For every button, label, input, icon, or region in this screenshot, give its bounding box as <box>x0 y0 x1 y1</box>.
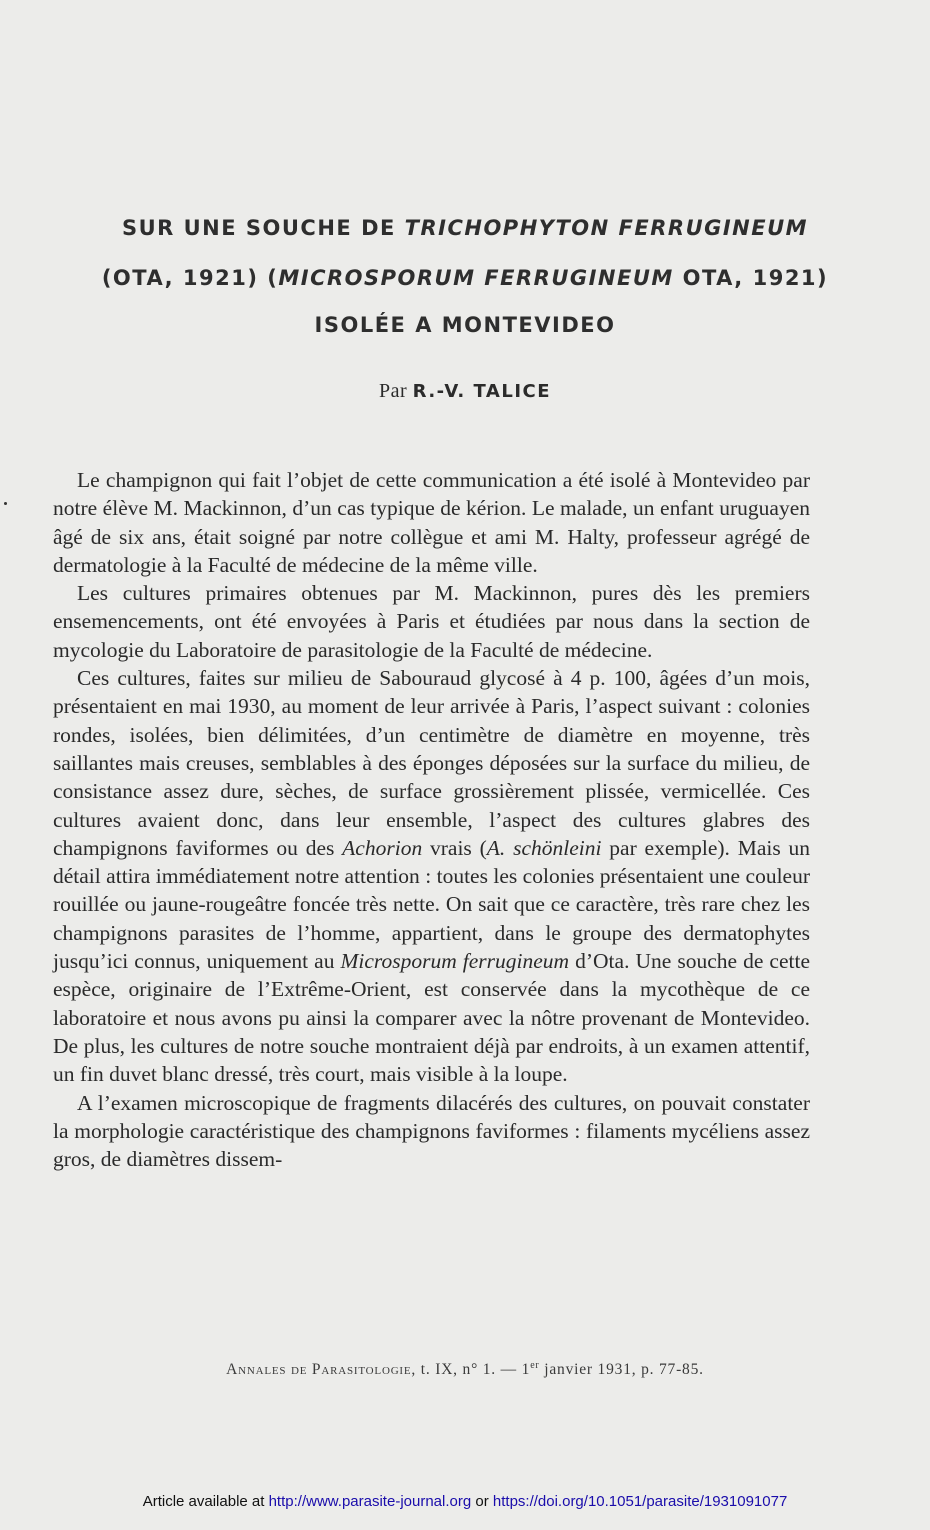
species-name: Achorion <box>342 835 423 860</box>
title-text: OTA, 1921) <box>673 266 829 290</box>
title-text: (OTA, 1921) ( <box>101 266 279 290</box>
availability-separator: or <box>471 1493 493 1510</box>
text-run: par exemple). Mais un détail attira immédiatement notre attention : toutes les colonies présentaient une couleur rouillée ou jaune-rougeâtre foncée très nette. On sait que ce caractère, très rare chez les champignons parasites de l’homme, appartient, dans le groupe des dermatophytes jusqu’ici connus, uniquement au <box>53 835 811 974</box>
title-line-2 <box>0 266 930 290</box>
paragraph-2: Les cultures primaires obtenues par M. Mackinnon, pures dès les premiers ensemencements, ont été envoyées à Paris et étudiées par nous dans la section de mycologie du Laboratoire de parasitologie de la Faculté de médecine. <box>53 581 810 662</box>
title-line-3: ISOLÉE A MONTEVIDEO <box>314 313 616 337</box>
reference-text: janvier 1931, p. 77-85. <box>539 1361 704 1379</box>
byline <box>0 380 930 403</box>
text-run: Ces cultures, faites sur milieu de Sabouraud glycosé à 4 p. 100, âgées d’un mois, présentaient en mai 1930, au moment de leur arrivée à Paris, l’aspect suivant : colonies rondes, isolées, bien délimitées, d’un centimètre de diamètre en moyenne, très saillantes mais creuses, semblables à des éponges déposées sur la surface du milieu, de consistance assez dure, sèches, de surface grossièrement plissée, vermicellée. Ces cultures avaient donc, dans leur ensemble, l’aspect des cultures glabres des champignons faviformes ou des <box>53 666 810 860</box>
author-name: R.-V. TALICE <box>412 381 552 402</box>
availability-prefix: Article available at <box>142 1493 269 1510</box>
title-text: SUR UNE SOUCHE DE <box>121 216 405 240</box>
availability-notice <box>0 1493 930 1510</box>
paragraph-4: A l’examen microscopique de fragments dilacérés des cultures, on pouvait constater la morphologie caractéristique des champignons faviformes : filaments mycéliens assez gros, de diamètres dissem- <box>53 1090 810 1172</box>
title-line-1 <box>0 216 930 240</box>
scan-speck <box>4 502 7 505</box>
journal-reference <box>0 1360 930 1379</box>
reference-superscript: er <box>530 1360 540 1371</box>
paragraph-3 <box>53 664 810 1088</box>
paragraph-1: Le champignon qui fait l’objet de cette communication a été isolé à Montevideo par notre élève M. Mackinnon, d’un cas typique de kérion. Le malade, un enfant uruguayen âgé de six ans, était soigné par notre collègue et ami M. Halty, professeur agrégé de dermatologie à la Faculté de médecine de la même ville. <box>53 468 810 577</box>
species-name: Microsporum ferrugineum <box>340 949 570 974</box>
byline-prefix: Par <box>378 380 413 402</box>
journal-link[interactable]: http://www.parasite-journal.org <box>268 1493 472 1510</box>
article-body <box>53 466 810 1173</box>
text-run: d’Ota. Une souche de cette espèce, originaire de l’Extrême-Orient, est conservée dans la mycothèque de ce laboratoire et nous avons pu ainsi la comparer avec la nôtre provenant de Montevideo. De plus, les cultures de notre souche montraient déjà par endroits, à un examen attentif, un fin duvet blanc dressé, très court, mais visible à la loupe. <box>53 949 810 1087</box>
species-name: A. schönleini <box>486 835 602 860</box>
reference-text: , t. IX, n° 1. — 1 <box>411 1361 531 1379</box>
journal-name: Annales de Parasitologie <box>226 1361 412 1379</box>
text-run: vrais ( <box>422 835 487 860</box>
title-species: TRICHOPHYTON FERRUGINEUM <box>404 216 809 240</box>
doi-link[interactable]: https://doi.org/10.1051/parasite/1931091077 <box>492 1493 788 1510</box>
title-species: MICROSPORUM FERRUGINEUM <box>278 266 674 290</box>
